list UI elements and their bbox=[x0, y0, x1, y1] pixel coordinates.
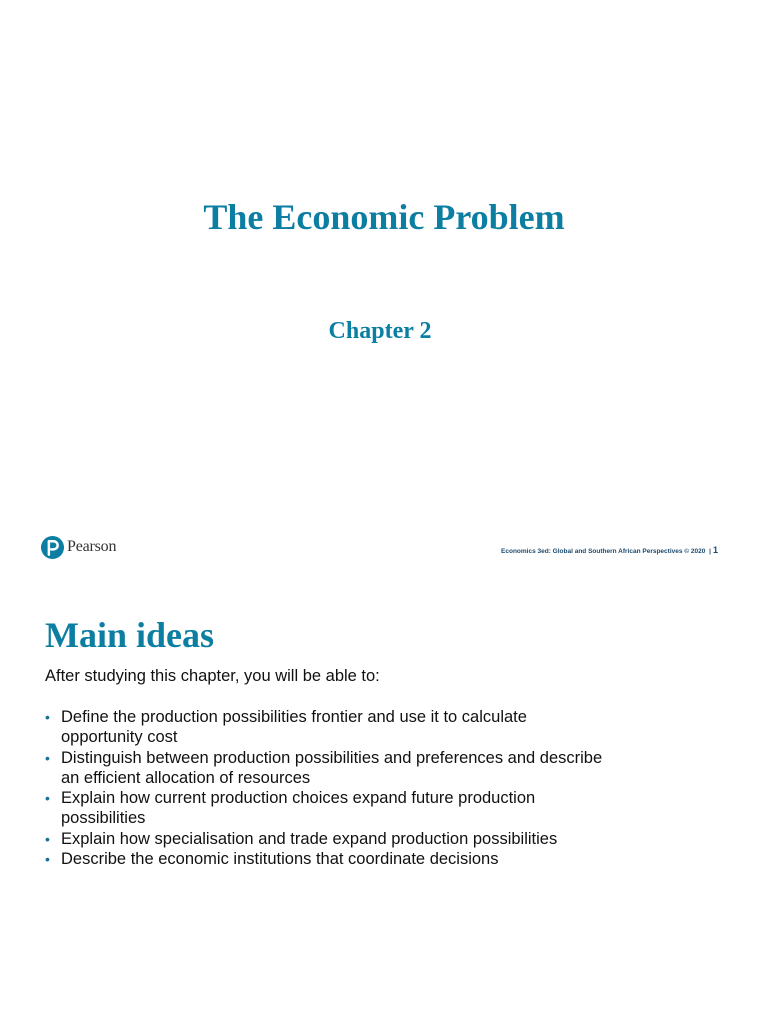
list-item bbox=[45, 707, 605, 748]
bullet-icon: • bbox=[45, 790, 50, 807]
slide-title: The Economic Problem bbox=[203, 197, 565, 237]
list-item bbox=[45, 748, 605, 789]
chapter-label: Chapter 2 bbox=[328, 318, 432, 344]
list-item bbox=[45, 849, 605, 869]
bullet-icon: • bbox=[45, 830, 50, 847]
slide-title: Main ideas bbox=[45, 615, 215, 655]
pearson-logo-icon bbox=[41, 536, 64, 559]
list-item bbox=[45, 788, 605, 829]
main-ideas-slide bbox=[0, 576, 768, 1024]
bullet-text: Distinguish between production possibilities and preferences and describe an efficient allocation of resources bbox=[61, 748, 603, 787]
bullet-text: Define the production possibilities frontier and use it to calculate opportunity cost bbox=[61, 708, 527, 747]
slide-footer bbox=[501, 545, 718, 555]
bullet-list bbox=[45, 707, 605, 869]
bullet-text: Describe the economic institutions that coordinate decisions bbox=[61, 850, 499, 869]
footer-text: Economics 3ed: Global and Southern African Perspectives © 2020 bbox=[501, 548, 706, 555]
bullet-text: Explain how specialisation and trade expand production possibilities bbox=[61, 829, 558, 848]
logo-text: Pearson bbox=[67, 538, 117, 555]
bullet-icon: • bbox=[45, 749, 50, 766]
pearson-logo bbox=[41, 534, 116, 560]
page-number: 1 bbox=[712, 545, 718, 555]
bullet-text: Explain how current production choices expand future production possibilities bbox=[61, 789, 536, 828]
footer-separator: | bbox=[709, 548, 711, 555]
list-item bbox=[45, 829, 605, 849]
bullet-icon: • bbox=[45, 709, 50, 725]
bullet-icon: • bbox=[45, 851, 50, 868]
intro-text: After studying this chapter, you will be able to: bbox=[45, 667, 380, 685]
